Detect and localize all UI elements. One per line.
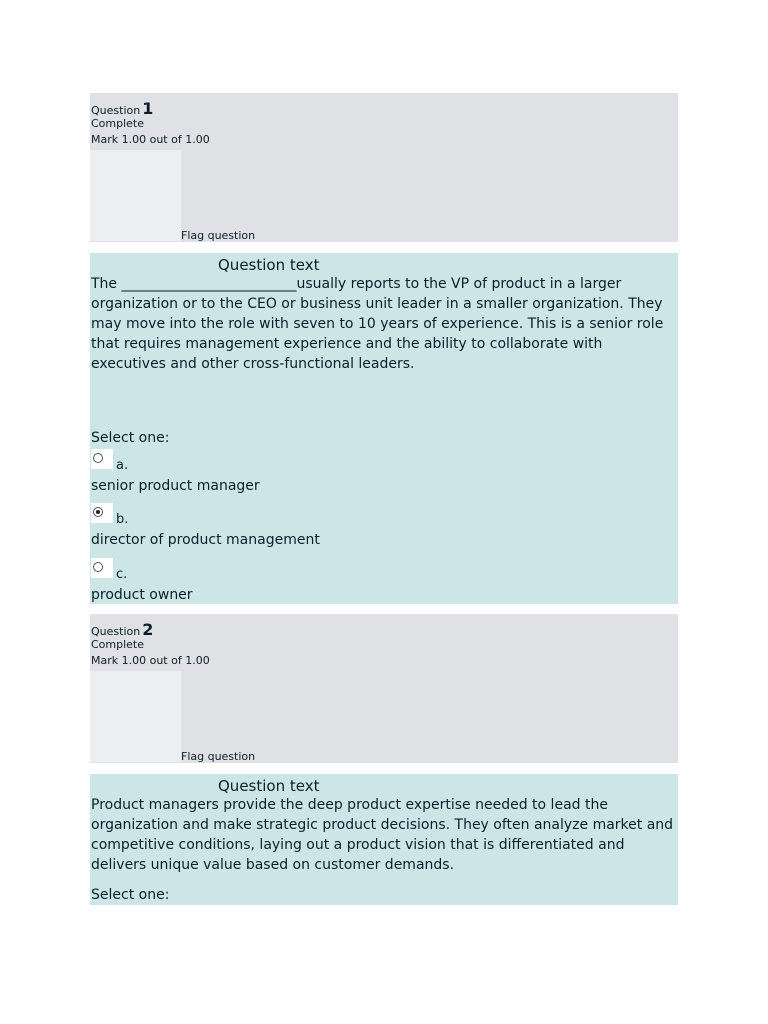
option-c-radio[interactable] [91,558,113,578]
option-b-radio[interactable] [91,503,113,523]
question-2-text: Product managers provide the deep product expertise needed to lead the organization and make strategic product decisions. They often analyze market and competitive conditions, laying out a product vision that is differentiated and delivers unique value based on customer demands. [91,797,674,873]
question-1-number [91,99,153,118]
question-text-heading: Question text [218,777,320,795]
option-a-text[interactable]: senior product manager [91,478,260,494]
option-a-letter: a. [116,458,129,473]
question-text-heading: Question text [218,256,320,274]
question-2-number [91,620,153,639]
question-2-content [90,774,678,905]
question-1-content [90,253,678,604]
question-2-grade: Mark 1.00 out of 1.00 [91,654,210,667]
select-one-prompt: Select one: [91,430,170,446]
option-c-letter: c. [116,567,128,582]
question-1-state: Complete [91,117,145,130]
question-label: Question [91,625,141,638]
question-2-state: Complete [91,638,145,651]
question-number: 1 [142,99,154,118]
question-1-info [90,93,678,242]
question-2-info [90,614,678,763]
question-label: Question [91,104,141,117]
select-one-prompt: Select one: [91,887,170,903]
flag-question-link[interactable]: Flag question [181,229,256,242]
option-a-radio[interactable] [91,449,113,469]
question-1-text: The _________________________usually reports to the VP of product in a larger organization or to the CEO or business unit leader in a smaller organization. They may move into the role with seven to 10 years of experience. This is a senior role that requires management experience and the ability to collaborate with executives and other cross-functional leaders. [91,276,664,372]
flag-icon[interactable] [90,671,181,762]
option-b-letter: b. [116,512,129,527]
option-c-text[interactable]: product owner [91,587,193,603]
flag-question-link[interactable]: Flag question [181,750,256,763]
question-1-grade: Mark 1.00 out of 1.00 [91,133,210,146]
question-number: 2 [142,620,154,639]
flag-icon[interactable] [90,150,181,241]
option-b-text[interactable]: director of product management [91,532,320,548]
